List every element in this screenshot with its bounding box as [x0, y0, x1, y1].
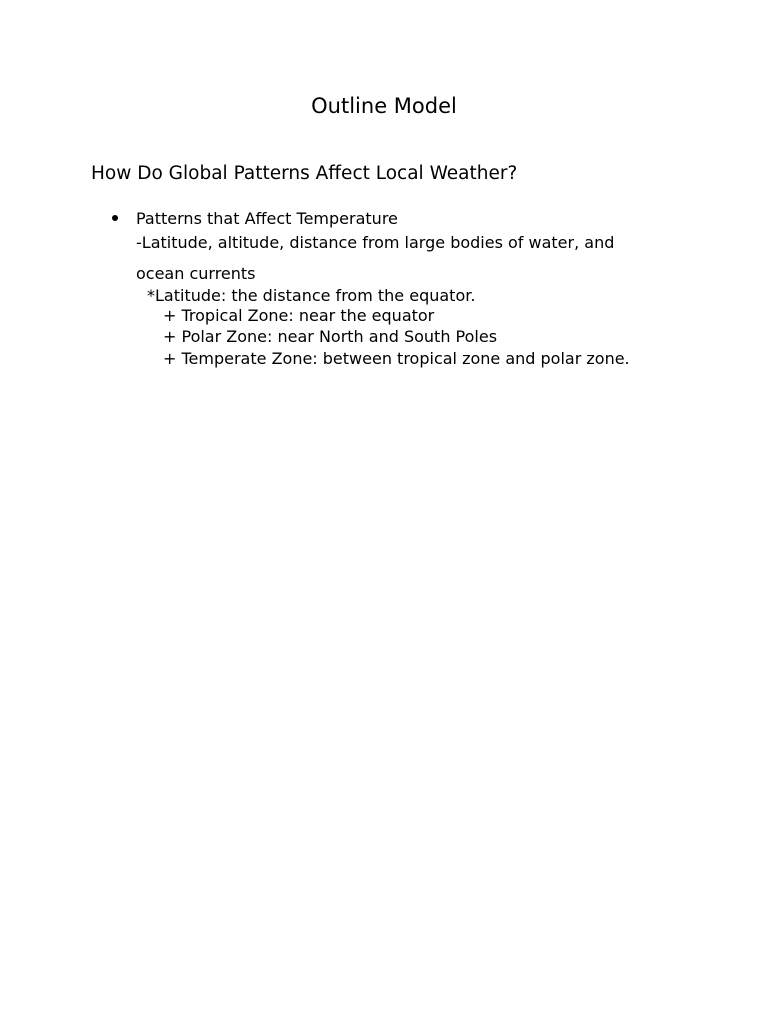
- bullet-detail-line-2: ocean currents: [136, 264, 256, 283]
- zone-item-tropical: + Tropical Zone: near the equator: [163, 306, 435, 325]
- page-title: Outline Model: [311, 94, 457, 118]
- bullet-label: Patterns that Affect Temperature: [136, 209, 398, 228]
- section-heading: How Do Global Patterns Affect Local Weather?: [91, 163, 518, 184]
- bullet-dot-icon: [112, 215, 118, 221]
- zone-item-polar: + Polar Zone: near North and South Poles: [163, 327, 498, 346]
- sub-item-latitude: *Latitude: the distance from the equator.: [147, 286, 476, 305]
- bullet-detail-line-1: -Latitude, altitude, distance from large bodies of water, and: [136, 233, 615, 252]
- zone-item-temperate: + Temperate Zone: between tropical zone and polar zone.: [163, 349, 630, 368]
